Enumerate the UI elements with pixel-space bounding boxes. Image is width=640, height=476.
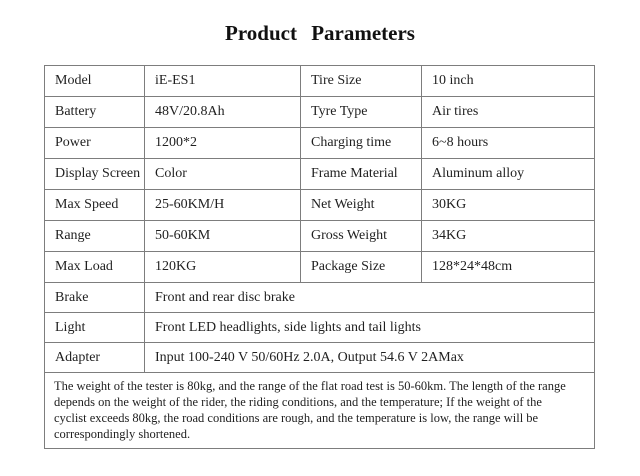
power-label: Power xyxy=(45,128,145,159)
table-row-range xyxy=(45,221,595,252)
footnote: The weight of the tester is 80kg, and the range of the flat road test is 50-60km. The length of the range depends on the weight of the rider, the riding conditions, and the temperature; If the weight of the cyclist exceeds 80kg, the road conditions are rough, and the temperature is low, the range will be correspondingly shortened. xyxy=(45,373,595,449)
tyre-type-label: Tyre Type xyxy=(301,97,422,128)
table-row-max-speed xyxy=(45,190,595,221)
scan-artifact-line xyxy=(44,427,45,432)
brake-value: Front and rear disc brake xyxy=(145,283,595,313)
power-value: 1200*2 xyxy=(145,128,301,159)
range-label: Range xyxy=(45,221,145,252)
max-load-value: 120KG xyxy=(145,252,301,283)
product-parameters-table xyxy=(44,65,595,449)
range-value: 50-60KM xyxy=(145,221,301,252)
net-weight-label: Net Weight xyxy=(301,190,422,221)
table-row-light xyxy=(45,313,595,343)
charging-time-label: Charging time xyxy=(301,128,422,159)
model-value: iE-ES1 xyxy=(145,66,301,97)
gross-weight-label: Gross Weight xyxy=(301,221,422,252)
charging-time-value: 6~8 hours xyxy=(422,128,595,159)
battery-label: Battery xyxy=(45,97,145,128)
package-size-label: Package Size xyxy=(301,252,422,283)
table-row-display-screen xyxy=(45,159,595,190)
gross-weight-value: 34KG xyxy=(422,221,595,252)
brake-label: Brake xyxy=(45,283,145,313)
table-row-battery xyxy=(45,97,595,128)
frame-material-label: Frame Material xyxy=(301,159,422,190)
table-row-max-load xyxy=(45,252,595,283)
battery-value: 48V/20.8Ah xyxy=(145,97,301,128)
light-label: Light xyxy=(45,313,145,343)
max-speed-value: 25-60KM/H xyxy=(145,190,301,221)
table-row-adapter xyxy=(45,343,595,373)
max-speed-label: Max Speed xyxy=(45,190,145,221)
adapter-label: Adapter xyxy=(45,343,145,373)
tyre-type-value: Air tires xyxy=(422,97,595,128)
net-weight-value: 30KG xyxy=(422,190,595,221)
table-row-model xyxy=(45,66,595,97)
display-screen-value: Color xyxy=(145,159,301,190)
table-row-power xyxy=(45,128,595,159)
adapter-value: Input 100-240 V 50/60Hz 2.0A, Output 54.6 V 2AMax xyxy=(145,343,595,373)
display-screen-label: Display Screen xyxy=(45,159,145,190)
table-row-brake xyxy=(45,283,595,313)
tire-size-value: 10 inch xyxy=(422,66,595,97)
light-value: Front LED headlights, side lights and tail lights xyxy=(145,313,595,343)
tire-size-label: Tire Size xyxy=(301,66,422,97)
package-size-value: 128*24*48cm xyxy=(422,252,595,283)
frame-material-value: Aluminum alloy xyxy=(422,159,595,190)
max-load-label: Max Load xyxy=(45,252,145,283)
table-row-note xyxy=(45,373,595,449)
page-title: Product Parameters xyxy=(225,21,415,45)
model-label: Model xyxy=(45,66,145,97)
